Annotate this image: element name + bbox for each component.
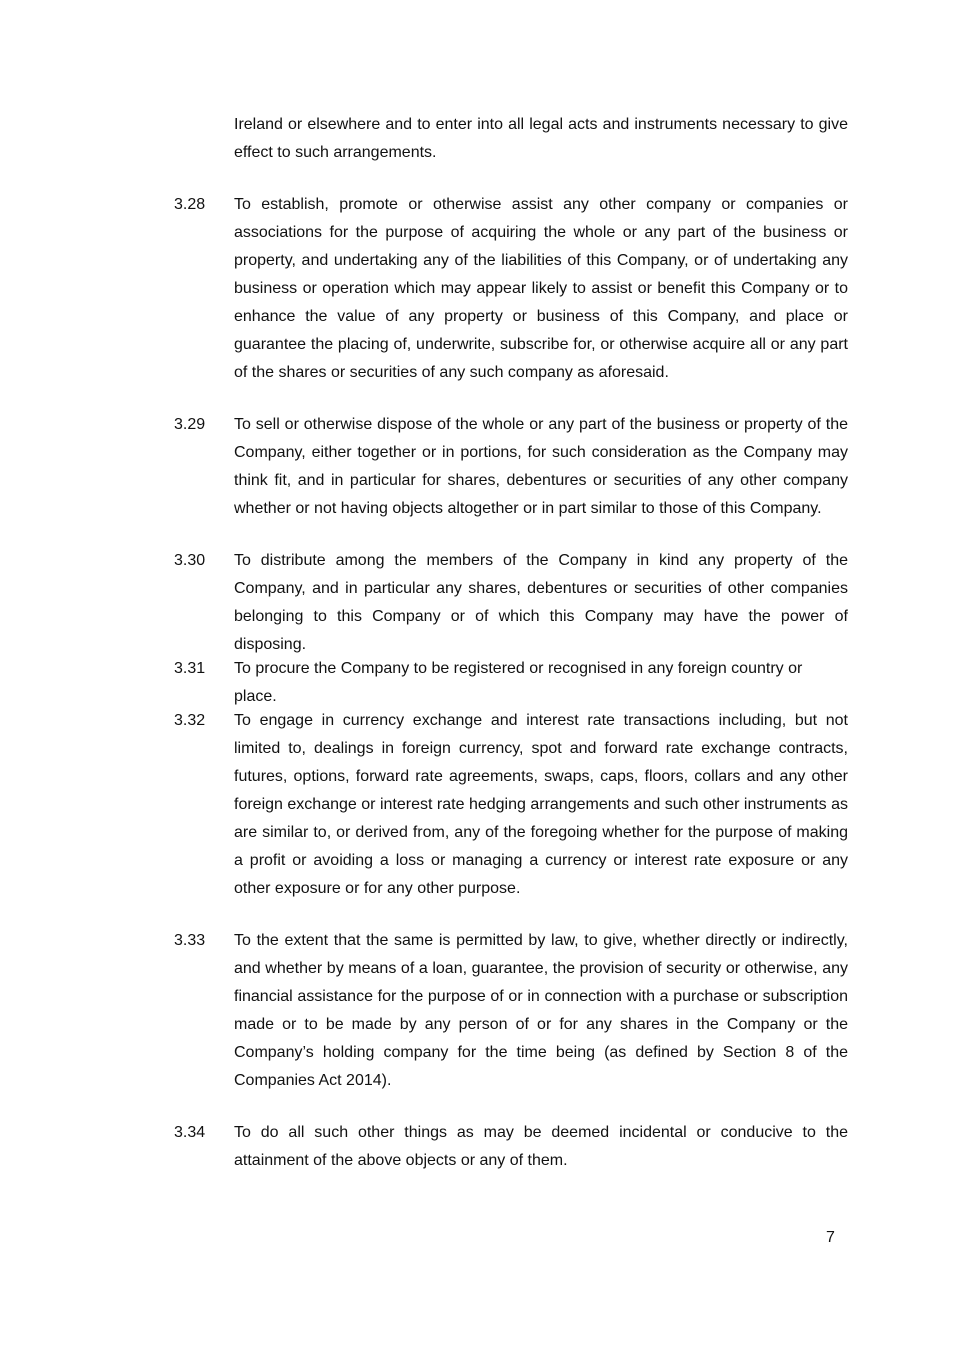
clause-text: To sell or otherwise dispose of the whole or any part of the business or property of the Company, either together or in portions, for such consideration as the Company may think fit, and in particular for shares, debentures or securities of any other company whether or not having objects altogether or in part similar to those of this Company. <box>234 416 848 517</box>
clause-text: To establish, promote or otherwise assist any other company or companies or associations for the purpose of acquiring the whole or any part of the business or property, and undertaking any of the liabilities of this Company, or of undertaking any business or operation which may appear likely to assist or benefit this Company or to enhance the value of any property or business of this Company, and place or guarantee the placing of, underwrite, subscribe for, or otherwise acquire all or any part of the shares or securities of any such company as aforesaid. <box>234 196 848 381</box>
clause-text: To do all such other things as may be deemed incidental or conducive to the attainment of the above objects or any of them. <box>234 1124 848 1169</box>
clause-number: 3.31 <box>174 660 206 677</box>
clause-number: 3.29 <box>174 416 206 433</box>
clause-text: To engage in currency exchange and interest rate transactions including, but not limited to, dealings in foreign currency, spot and forward rate exchange contracts, futures, options, forward rate agreements, swaps, caps, floors, collars and any other foreign exchange or interest rate hedging arrangements and such other instruments as are similar to, or derived from, any of the foregoing whether for the purpose of making a profit or avoiding a loss or managing a currency or interest rate exposure or any other exposure or for any other purpose. <box>234 712 848 897</box>
clause-number: 3.34 <box>174 1124 206 1141</box>
clause-text: To distribute among the members of the Company in kind any property of the Company, and in particular any shares, debentures or securities of other companies belonging to this Company or of which this Company may have the power of disposing. <box>234 552 848 653</box>
clause-number: 3.33 <box>174 932 206 949</box>
clause-text: To the extent that the same is permitted by law, to give, whether directly or indirectly, and whether by means of a loan, guarantee, the provision of security or otherwise, any financial assistance for the purpose of or in connection with a purchase or subscription made or to be made by any person of or for any shares in the Company or the Company’s holding company for the time being (as defined by Section 8 of the Companies Act 2014). <box>234 932 848 1089</box>
clause-text: To procure the Company to be registered or recognised in any foreign country or place. <box>234 660 803 705</box>
clause-number: 3.32 <box>174 712 206 729</box>
clause-number: 3.30 <box>174 552 206 569</box>
continuation-text: Ireland or elsewhere and to enter into all legal acts and instruments necessary to give effect to such arrangements. <box>234 116 848 161</box>
clause-number: 3.28 <box>174 196 206 213</box>
page-number: 7 <box>826 1229 835 1246</box>
